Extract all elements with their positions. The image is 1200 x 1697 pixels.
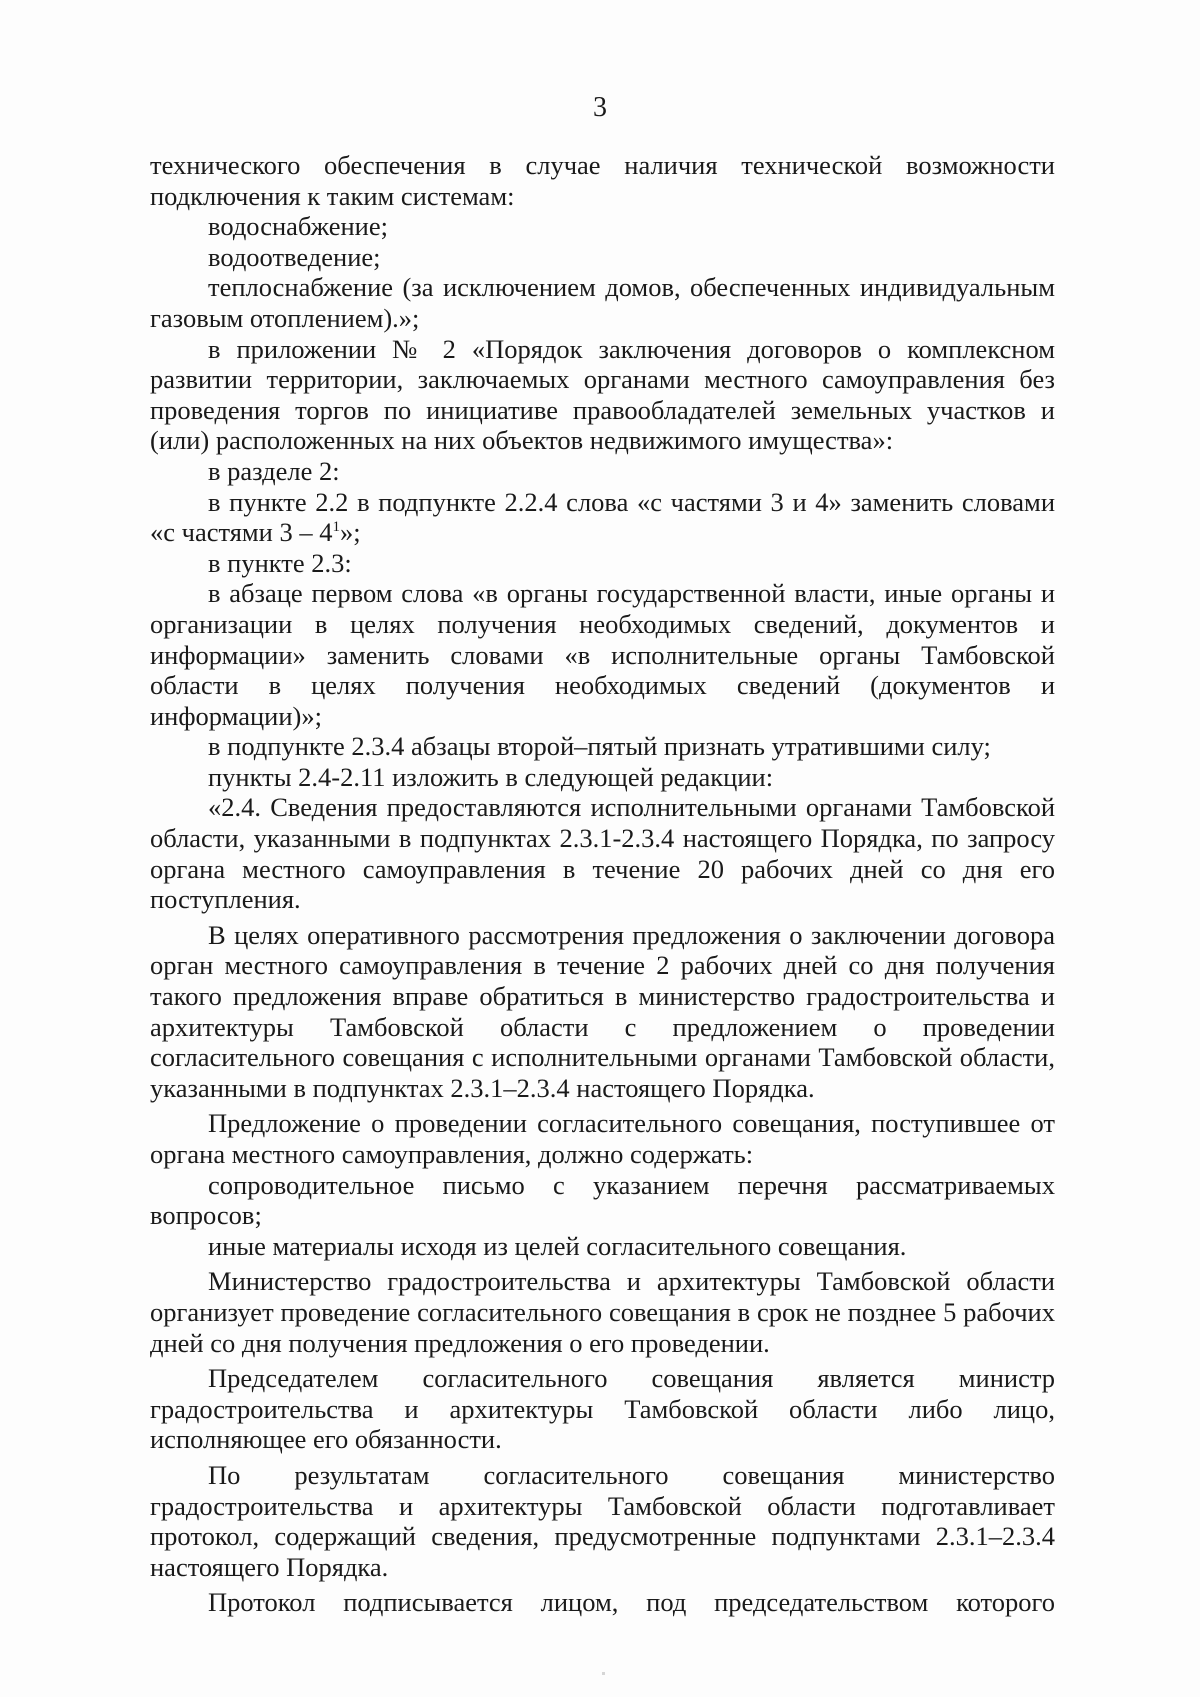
list-item: иные материалы исходя из целей согласительного совещания. [208, 1230, 907, 1261]
paragraph: в подпункте 2.3.4 абзацы второй–пятый признать утратившими силу; [208, 731, 991, 762]
paragraph: «2.4. Сведения предоставляются исполнительными органами Тамбовской области, указанными в подпунктах 2.3.1-2.3.4 настоящего Порядка, по запросу органа местного самоуправления в течение 20 рабочих дней со дня его поступления. [150, 792, 1055, 915]
paragraph: Предложение о проведении согласительного совещания, поступившее от органа местного самоуправления, должно содержать: [150, 1108, 1055, 1169]
paragraph: Председателем согласительного совещания является министр градостроительства и архитектуры Тамбовской области либо лицо, исполняющее его обязанности. [150, 1363, 1055, 1455]
paragraph: в разделе 2: [208, 455, 340, 486]
scan-artifact [602, 1672, 605, 1675]
paragraph-text: в пункте 2.2 в подпункте 2.2.4 слова «с частями 3 и 4» заменить словами «с частями 3 – 4 [150, 486, 1055, 548]
paragraph: Министерство градостроительства и архитектуры Тамбовской области организует проведение согласительного совещания в срок не позднее 5 рабочих дней со дня получения предложения о его проведении. [150, 1266, 1055, 1358]
paragraph: в пункте 2.3: [208, 547, 352, 578]
paragraph: Протокол подписывается лицом, под председательством которого [208, 1587, 1055, 1618]
list-item: сопроводительное письмо с указанием перечня рассматриваемых вопросов; [150, 1169, 1055, 1231]
paragraph: В целях оперативного рассмотрения предложения о заключении договора орган местного самоуправления в течение 2 рабочих дней со дня получения такого предложения вправе обратиться в министерство градостроительства и архитектуры Тамбовской области с предложением о проведении согласительного совещания с исполнительными органами Тамбовской области, указанными в подпунктах 2.3.1–2.3.4 настоящего Порядка. [150, 919, 1055, 1103]
paragraph: в абзаце первом слова «в органы государственной власти, иные органы и организации в целях получения необходимых сведений, документов и информации» заменить словами «в исполнительные органы Тамбовской области в целях получения необходимых сведений (документов и информации)»; [150, 578, 1055, 731]
paragraph: технического обеспечения в случае наличия технической возможности подключения к таким системам: [150, 150, 1055, 211]
paragraph: в приложении № 2 «Порядок заключения договоров о комплексном развитии территории, заключаемых органами местного самоуправления без проведения торгов по инициативе правообладателей земельных участков и (или) расположенных на них объектов недвижимого имущества»: [150, 333, 1055, 456]
paragraph-text-end: »; [340, 517, 361, 548]
list-item: водоотведение; [208, 241, 381, 272]
list-item: водоснабжение; [208, 211, 388, 242]
list-item: теплоснабжение (за исключением домов, обеспеченных индивидуальным газовым отоплением).»; [150, 272, 1055, 333]
paragraph [150, 487, 1055, 548]
paragraph: пункты 2.4-2.11 изложить в следующей редакции: [208, 761, 774, 792]
page-number: 3 [593, 92, 607, 123]
paragraph: По результатам согласительного совещания министерство градостроительства и архитектуры Тамбовской области подготавливает протокол, содержащий сведения, предусмотренные подпунктами 2.3.1–2.3.4 настоящего Порядка. [150, 1459, 1055, 1582]
document-body [150, 150, 1055, 1618]
superscript: 1 [332, 519, 340, 536]
